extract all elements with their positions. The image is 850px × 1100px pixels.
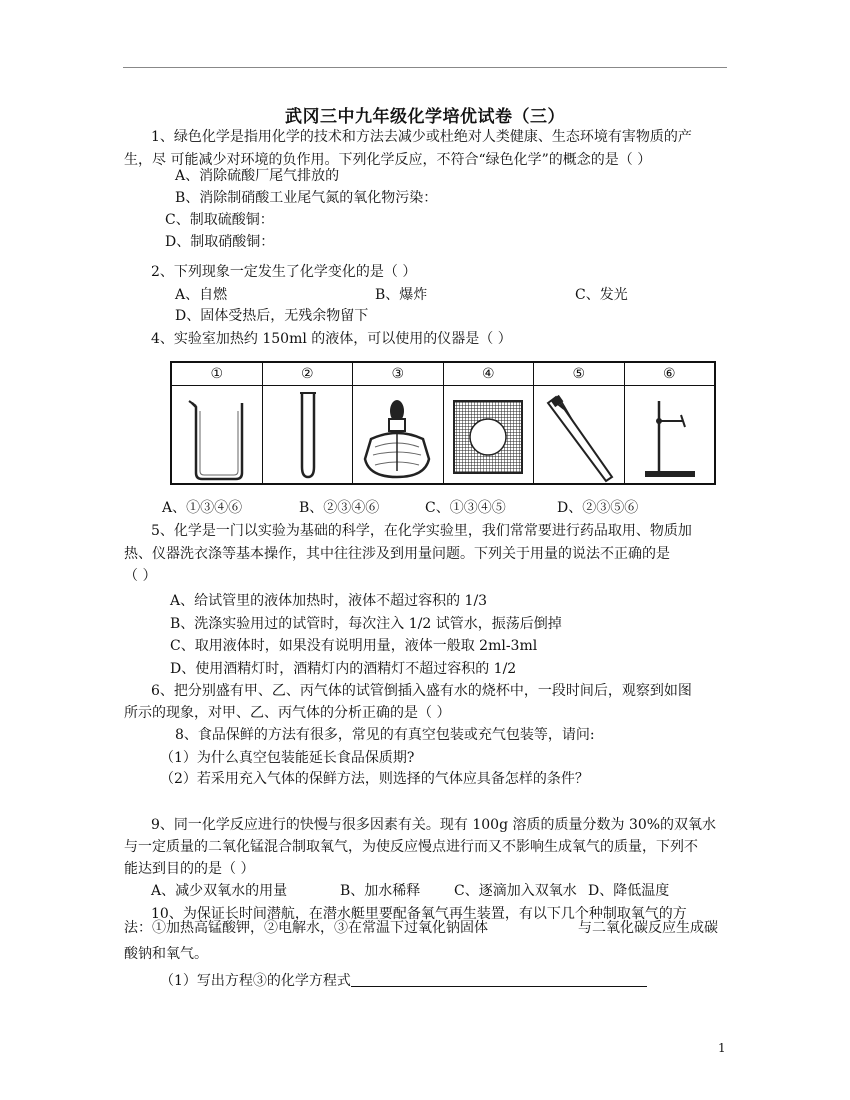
q2-option-d: D、固体受热后，无残余物留下 bbox=[175, 308, 369, 324]
apparatus-label-1: ① bbox=[172, 363, 262, 386]
q5-option-c: C、取用液体时，如果没有说明用量，液体一般取 2ml-3ml bbox=[170, 638, 538, 654]
q1-text-line1: 1、绿色化学是指用化学的技术和方法去减少或杜绝对人类健康、生态环境有害物质的产 bbox=[151, 129, 692, 145]
header-rule bbox=[123, 67, 727, 68]
apparatus-cell-2 bbox=[262, 363, 353, 483]
q5-option-b: B、洗涤实验用过的试管时，每次注入 1/2 试管水，振荡后倒掉 bbox=[170, 616, 562, 632]
apparatus-label-2: ② bbox=[263, 363, 353, 386]
page-title: 武冈三中九年级化学培优试卷（三） bbox=[285, 107, 565, 127]
q8-text: 8、食品保鲜的方法有很多，常见的有真空包装或充气包装等，请问: bbox=[175, 727, 595, 743]
q9-option-c: C、逐滴加入双氧水 bbox=[454, 883, 577, 899]
q10-part1 bbox=[160, 971, 647, 991]
q9-text-line3: 能达到目的的是（ ） bbox=[124, 861, 255, 877]
apparatus-cell-1 bbox=[172, 363, 262, 483]
q1-option-a: A、消除硫酸厂尾气排放的 bbox=[175, 168, 340, 184]
q5-option-d: D、使用酒精灯时，酒精灯内的酒精灯不超过容积的 1/2 bbox=[170, 661, 517, 677]
test-tube-holder-icon bbox=[534, 387, 623, 483]
answer-blank[interactable] bbox=[351, 971, 647, 987]
apparatus-cell-5 bbox=[533, 363, 624, 483]
q9-option-a: A、减少双氧水的用量 bbox=[151, 883, 288, 899]
q2-text: 2、下列现象一定发生了化学变化的是（ ） bbox=[151, 264, 417, 280]
q5-text-line2: 热、仪器洗衣涤等基本操作，其中往往涉及到用量问题。下列关于用量的说法不正确的是 bbox=[124, 546, 670, 562]
apparatus-cell-3 bbox=[352, 363, 443, 483]
q10-text-line1: 10、为保证长时间潜航，在潜水艇里要配备氧气再生装置，有以下几个种制取氧气的方 bbox=[151, 906, 687, 922]
q2-option-c: C、发光 bbox=[575, 287, 628, 303]
q2-option-a: A、自燃 bbox=[175, 287, 228, 303]
iron-stand-icon bbox=[625, 387, 714, 483]
beaker-icon bbox=[172, 387, 261, 483]
test-tube-icon bbox=[263, 387, 352, 483]
q4-text: 4、实验室加热约 150ml 的液体，可以使用的仪器是（ ） bbox=[151, 331, 512, 347]
q5-text-line3: （ ） bbox=[124, 568, 157, 584]
apparatus-label-4: ④ bbox=[444, 363, 534, 386]
q10-text-line2a: 法：①加热高锰酸钾，②电解水，③在常温下过氧化钠固体 bbox=[124, 920, 488, 936]
q10-text-line2b: 与二氧化碳反应生成碳 bbox=[578, 920, 718, 936]
q1-option-c: C、制取硫酸铜： bbox=[165, 212, 274, 228]
wire-gauze-icon bbox=[444, 387, 533, 483]
q6-text-line2: 所示的现象，对甲、乙、丙气体的分析正确的是（ ） bbox=[124, 705, 451, 721]
q9-option-d: D、降低温度 bbox=[588, 883, 670, 899]
q2-option-b: B、爆炸 bbox=[375, 287, 428, 303]
apparatus-label-6: ⑥ bbox=[625, 363, 715, 386]
q1-text-line2: 生，尽 可能减少对环境的负作用。下列化学反应，不符合“绿色化学”的概念的是（ ） bbox=[124, 152, 652, 168]
apparatus-cell-4 bbox=[443, 363, 534, 483]
q10-part1-label: （1）写出方程③的化学方程式 bbox=[160, 973, 351, 989]
apparatus-table bbox=[170, 361, 716, 485]
page-number: 1 bbox=[718, 1041, 726, 1055]
q9-text-line2: 与一定质量的二氧化锰混合制取氧气，为使反应慢点进行而又不影响生成氧气的质量，下列不 bbox=[124, 839, 698, 855]
q9-text-line1: 9、同一化学反应进行的快慢与很多因素有关。现有 100g 溶质的质量分数为 30%的双氧水 bbox=[151, 817, 717, 833]
q5-text-line1: 5、化学是一门以实验为基础的科学，在化学实验里，我们常常要进行药品取用、物质加 bbox=[151, 523, 692, 539]
q8-part1: （1）为什么真空包装能延长食品保质期? bbox=[160, 750, 415, 766]
apparatus-label-3: ③ bbox=[353, 363, 443, 386]
q10-text-line3: 酸钠和氧气。 bbox=[124, 946, 208, 962]
alcohol-lamp-icon bbox=[353, 387, 442, 483]
q4-option-c: C、①③④⑤ bbox=[425, 500, 506, 516]
q4-option-d: D、②③⑤⑥ bbox=[557, 500, 639, 516]
q1-option-b: B、消除制硝酸工业尾气氮的氧化物污染： bbox=[175, 190, 438, 206]
q1-option-d: D、制取硝酸铜： bbox=[165, 234, 275, 250]
apparatus-label-5: ⑤ bbox=[534, 363, 624, 386]
q6-text-line1: 6、把分别盛有甲、乙、丙气体的试管倒插入盛有水的烧杯中，一段时间后，观察到如图 bbox=[151, 683, 692, 699]
q5-option-a: A、给试管里的液体加热时，液体不超过容积的 1/3 bbox=[170, 593, 488, 609]
q9-option-b: B、加水稀释 bbox=[340, 883, 421, 899]
q4-option-a: A、①③④⑥ bbox=[162, 500, 243, 516]
apparatus-cell-6 bbox=[624, 363, 715, 483]
q8-part2: （2）若采用充入气体的保鲜方法，则选择的气体应具备怎样的条件？ bbox=[160, 771, 589, 787]
q4-option-b: B、②③④⑥ bbox=[299, 500, 380, 516]
